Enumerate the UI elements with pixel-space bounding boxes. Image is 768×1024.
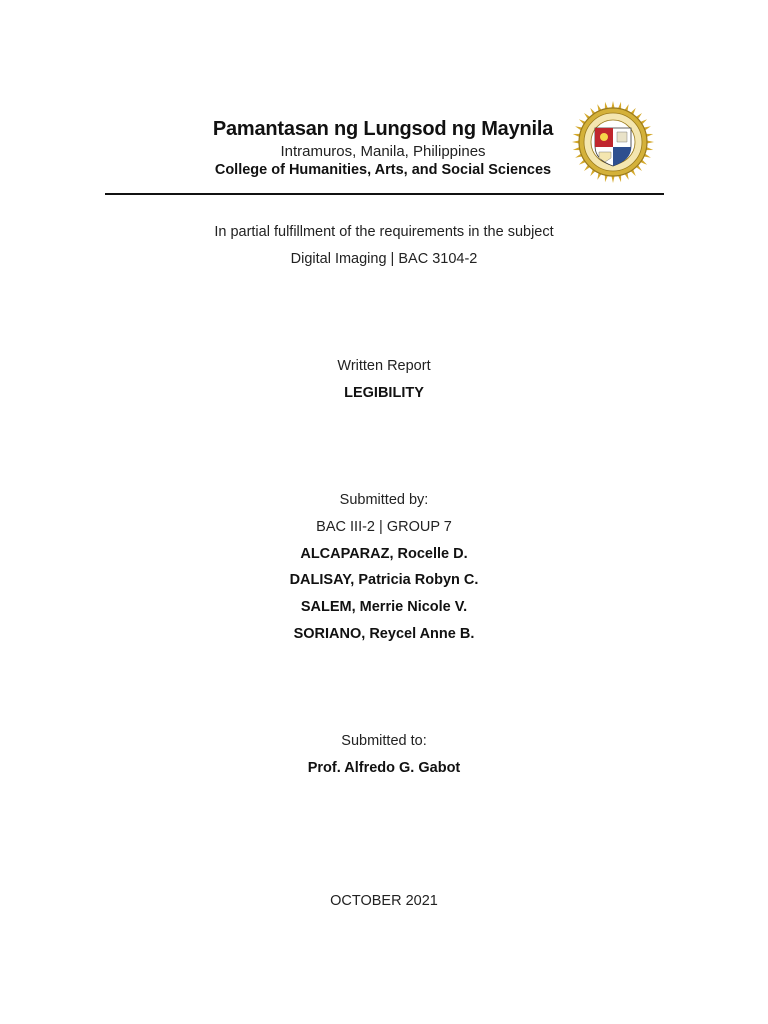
group-section: BAC III-2 | GROUP 7 <box>316 519 452 535</box>
fulfillment-line-2: Digital Imaging | BAC 3104-2 <box>290 251 478 267</box>
member-name: ALCAPARAZ, Rocelle D. <box>300 546 468 562</box>
member-name: DALISAY, Patricia Robyn C. <box>289 572 479 588</box>
report-date: OCTOBER 2021 <box>330 893 438 909</box>
header-divider <box>105 193 664 195</box>
report-title: LEGIBILITY <box>344 385 424 401</box>
report-type: Written Report <box>337 358 431 374</box>
member-name: SALEM, Merrie Nicole V. <box>300 599 468 615</box>
university-name: Pamantasan ng Lungsod ng Maynila <box>212 118 554 140</box>
member-name: SORIANO, Reycel Anne B. <box>293 626 475 642</box>
college-name: College of Humanities, Arts, and Social Sciences <box>214 162 552 178</box>
fulfillment-line-1: In partial fulfillment of the requirements in the subject <box>214 224 554 240</box>
university-address: Intramuros, Manila, Philippines <box>280 143 486 160</box>
university-seal-icon <box>571 100 655 184</box>
submitted-by-label: Submitted by: <box>339 492 429 508</box>
professor-name: Prof. Alfredo G. Gabot <box>307 760 461 776</box>
submitted-to-label: Submitted to: <box>341 733 427 749</box>
